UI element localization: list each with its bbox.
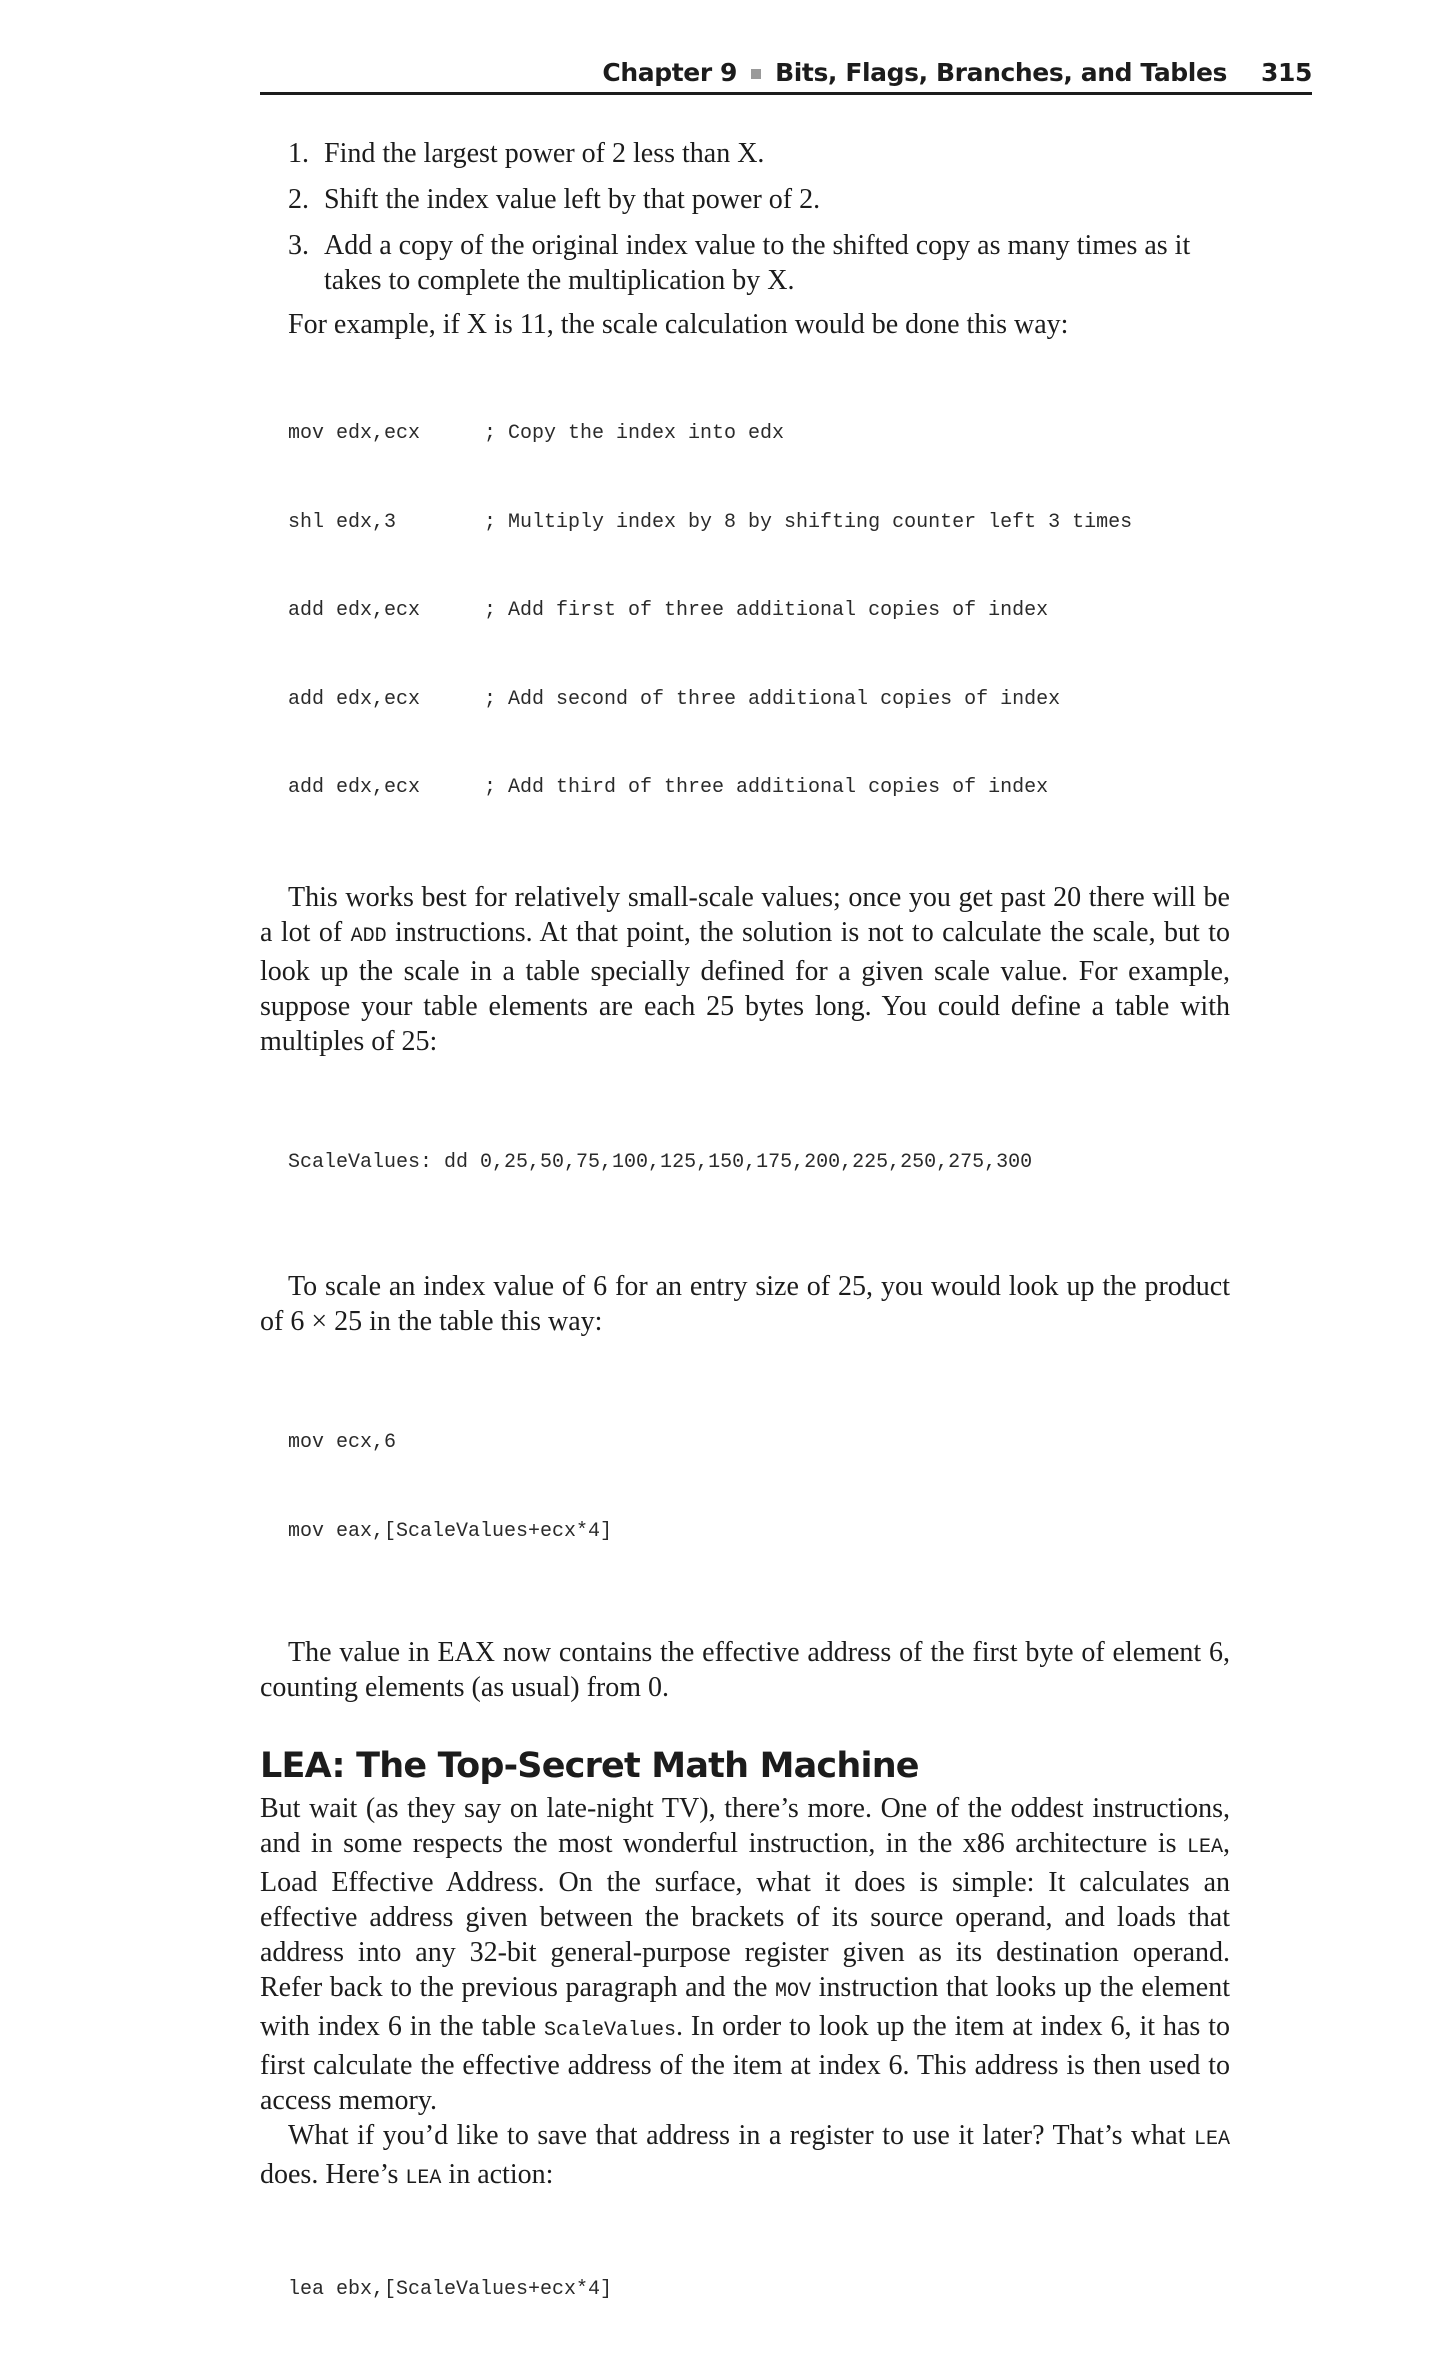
inline-code: LEA [1186, 1836, 1223, 1859]
inline-code: LEA [1193, 2128, 1230, 2151]
code-line: mov ecx,6 [288, 1431, 397, 1454]
code-line: lea ebx,[ScaleValues+ecx*4] [288, 2278, 613, 2301]
inline-code: LEA [405, 2167, 442, 2190]
code-comment: ; Multiply index by 8 by shifting counter left 3 times [484, 510, 1133, 534]
page-number: 315 [1261, 57, 1312, 87]
list-item-text: Add a copy of the original index value to the shifted copy as many times as it takes to complete the multiplication by X. [324, 230, 1191, 296]
page-body [260, 136, 1230, 2364]
header-separator-square-icon [751, 69, 761, 79]
code-line [288, 685, 1230, 715]
code-line [288, 419, 1230, 449]
inline-code: ADD [350, 924, 387, 948]
text-run: instructions. At that point, the solution is not to calculate the scale, but to look up the scale in a table specially defined for a given scale value. For example, suppose your table elements are each 25 bytes long. You could define a table with multiples of 25: [260, 916, 1231, 1057]
code-comment: ; Copy the index into edx [484, 422, 785, 445]
header-chapter: Chapter 9 [602, 57, 738, 87]
running-header [260, 52, 1312, 95]
code-line [288, 508, 1230, 538]
code-instruction: shl edx,3 [288, 510, 397, 534]
code-line: mov eax,[ScaleValues+ecx*4] [288, 1519, 613, 1543]
code-comment: ; Add third of three additional copies of index [484, 776, 1049, 799]
header-chapter-title: Bits, Flags, Branches, and Tables [775, 57, 1227, 87]
code-line: ScaleValues: dd 0,25,50,75,100,125,150,175,200,225,250,275,300 [288, 1150, 1033, 1174]
text-run: What if you’d like to save that address in a register to use it later? That’s what [288, 2120, 1194, 2151]
list-item-number: 2. [288, 184, 309, 215]
text-run: , Load Effective Address. On the surface, what it does is simple: It calculates an effective address given between the brackets of its source operand, and loads that address into any 32-bit general-purpose register given as its destination operand. Refer back to the previous paragraph and the [260, 1828, 1230, 2003]
list-item-text: Shift the index value left by that power of 2. [324, 184, 821, 215]
code-instruction: add edx,ecx [288, 776, 421, 799]
paragraph-lea-action [260, 2118, 1230, 2196]
list-item [260, 182, 1230, 217]
text-run: in action: [441, 2159, 554, 2190]
paragraph-lea-intro [260, 1791, 1230, 2118]
list-item [260, 228, 1230, 298]
numbered-steps [260, 136, 1230, 298]
inline-code: MOV [775, 1980, 812, 2003]
code-instruction: add edx,ecx [288, 599, 421, 622]
text-run: . In order to look up the item at index 6, it has to first calculate the effective address of the item at index 6. This address is then used to access memory. [260, 2011, 1230, 2116]
text-run: does. Here’s [260, 2159, 406, 2190]
section-heading: LEA: The Top-Secret Math Machine [260, 1746, 919, 1786]
code-comment: ; Add second of three additional copies of index [484, 687, 1061, 711]
text-run: instruction that looks up the element with index 6 in the table [260, 1972, 1231, 2042]
text-run: This works best for relatively small-scale values; once you get past 20 there will be a lot of [260, 881, 1230, 948]
paragraph-lookup-product: To scale an index value of 6 for an entry size of 25, you would look up the product of 6 × 25 in the table this way: [260, 1271, 1230, 1337]
list-item-text: Find the largest power of 2 less than X. [324, 138, 765, 169]
code-line [288, 773, 1230, 803]
code-comment: ; Add first of three additional copies of index [484, 599, 1049, 622]
code-block-scalevalues-table [260, 1089, 1230, 1237]
code-line [288, 596, 1230, 626]
code-instruction: add edx,ecx [288, 687, 421, 711]
code-block-lookup [260, 1369, 1230, 1605]
inline-code: ScaleValues [543, 2019, 676, 2042]
paragraph-scale-values [260, 880, 1230, 1059]
code-block-lea [260, 2216, 1230, 2364]
text-run: But wait (as they say on late-night TV), there’s more. One of the oddest instructions, and in some respects the most wonderful instruction, in the x86 architecture is [260, 1793, 1230, 1859]
code-block-scale-calc [260, 360, 1230, 862]
list-item-number: 3. [288, 230, 309, 261]
paragraph-eax-result: The value in EAX now contains the effective address of the first byte of element 6, counting elements (as usual) from 0. [260, 1637, 1230, 1703]
example-intro: For example, if X is 11, the scale calculation would be done this way: [288, 309, 1069, 340]
list-item [260, 136, 1230, 171]
code-instruction: mov edx,ecx [288, 422, 421, 445]
list-item-number: 1. [288, 138, 309, 169]
